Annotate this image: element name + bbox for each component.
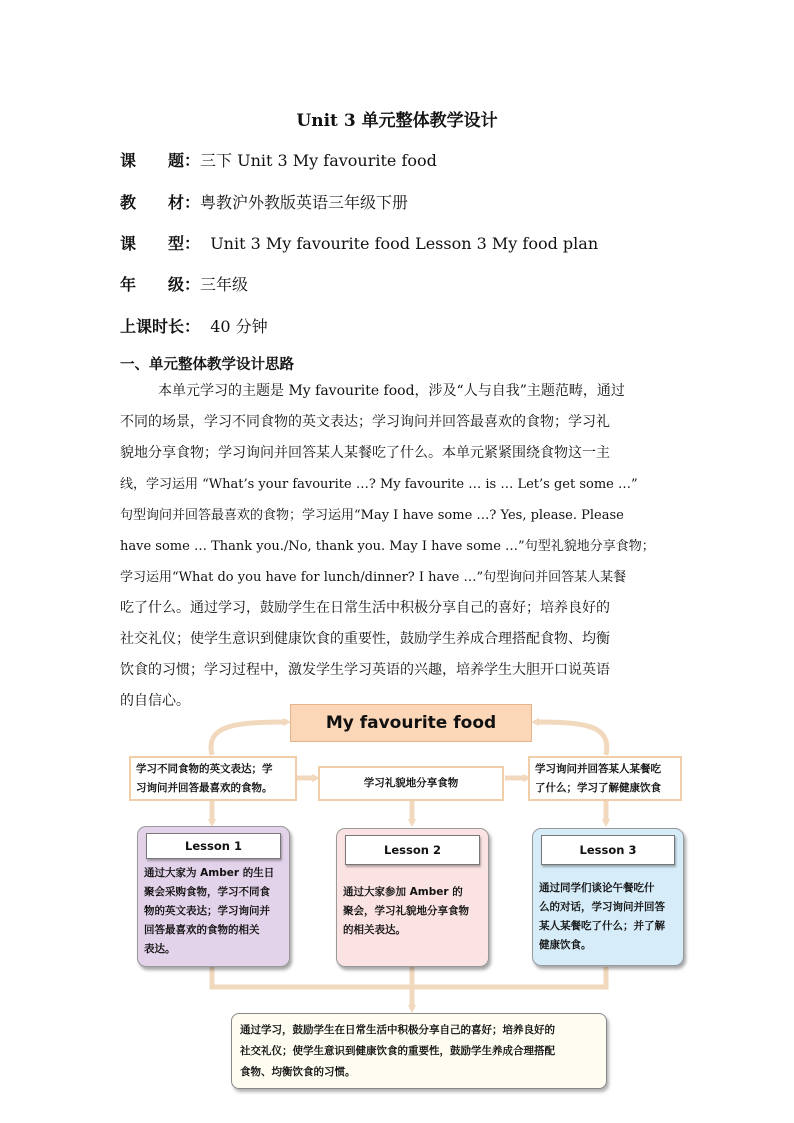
paragraph-line: 本单元学习的主题是 My favourite food，涉及“人与自我”主题范畴，通过 [158, 383, 625, 399]
meta-row-grade [120, 272, 248, 295]
goal-box-lesson3 [528, 756, 682, 801]
meta-value: 三下 Unit 3 My favourite food [200, 151, 437, 170]
lesson-line: 健康饮食。 [539, 939, 592, 951]
lesson-line: 的相关表达。 [343, 924, 406, 936]
meta-row-duration [120, 314, 268, 337]
diagram-title: My favourite food [290, 704, 532, 742]
summary-line: 通过学习，鼓励学生在日常生活中积极分享自己的喜好；培养良好的 [240, 1024, 555, 1036]
paragraph-line: 饮食的习惯；学习过程中，激发学生学习英语的兴趣，培养学生大胆开口说英语 [120, 662, 610, 678]
paragraph-line: 句型询问并回答最喜欢的食物；学习运用“May I have some …? Yes, please. Please [120, 508, 624, 523]
loop-arrow-left [211, 722, 287, 755]
design-paragraph [120, 376, 676, 717]
lesson-title: Lesson 3 [541, 835, 675, 865]
lesson-card-2 [336, 828, 489, 967]
goal-line: 学习不同食物的英文表达；学 [136, 763, 273, 775]
meta-row-textbook [120, 190, 408, 213]
paragraph-line: 社交礼仪；使学生意识到健康饮食的重要性，鼓励学生养成合理搭配食物、均衡 [120, 631, 610, 647]
summary-line: 食物、均衡饮食的习惯。 [240, 1066, 356, 1078]
paragraph-line: 吃了什么。通过学习，鼓励学生在日常生活中积极分享自己的喜好；培养良好的 [120, 600, 610, 616]
meta-key: 年 级： [120, 275, 201, 294]
lesson-line: 表达。 [144, 943, 176, 955]
lesson-line: 回答最喜欢的食物的相关 [144, 924, 260, 936]
lesson-line: 通过大家为 Amber 的生日 [144, 867, 275, 879]
goal-line: 学习询问并回答某人某餐吃 [535, 763, 661, 775]
document-title: Unit 3 单元整体教学设计 [296, 111, 498, 131]
lesson-description [144, 864, 285, 959]
meta-key: 上课时长： [120, 317, 201, 336]
paragraph-line: have some … Thank you./No, thank you. May I have some …”句型礼貌地分享食物； [120, 539, 655, 554]
summary-box [231, 1013, 607, 1089]
lesson-title: Lesson 1 [146, 833, 281, 859]
meta-key: 课 题： [120, 151, 201, 170]
lesson-description [539, 879, 679, 955]
meta-row-subject [120, 148, 437, 171]
paragraph-line: 的自信心。 [120, 693, 190, 709]
meta-key: 课 型： [120, 234, 201, 253]
goal-box-lesson1 [129, 756, 297, 801]
lesson-line: 某人某餐吃了什么；并了解 [539, 920, 665, 932]
paragraph-line: 貌地分享食物；学习询问并回答某人某餐吃了什么。本单元紧紧围绕食物这一主 [120, 445, 610, 461]
bracket-lessons [212, 967, 606, 987]
lesson-card-1 [137, 826, 290, 967]
goal-line: 习询问并回答最喜欢的食物。 [136, 782, 273, 794]
lesson-line: 通过大家参加 Amber 的 [343, 886, 463, 898]
summary-line: 社交礼仪；使学生意识到健康饮食的重要性，鼓励学生养成合理搭配 [240, 1045, 555, 1057]
meta-key: 教 材： [120, 193, 201, 212]
lesson-line: 物的英文表达；学习询问并 [144, 905, 270, 917]
goal-box-lesson2 [318, 766, 504, 801]
lesson-line: 通过同学们谈论午餐吃什 [539, 882, 655, 894]
meta-value: Unit 3 My favourite food Lesson 3 My food plan [200, 234, 599, 253]
section-heading: 一、单元整体教学设计思路 [120, 356, 294, 373]
loop-arrow-right [535, 722, 607, 755]
lesson-card-3 [532, 828, 684, 966]
meta-value: 粤教沪外教版英语三年级下册 [200, 193, 409, 212]
lesson-description [343, 883, 484, 940]
paragraph-line: 不同的场景，学习不同食物的英文表达；学习询问并回答最喜欢的食物；学习礼 [120, 414, 610, 430]
lesson-line: 么的对话，学习询问并回答 [539, 901, 665, 913]
meta-value: 40 分钟 [200, 317, 268, 336]
goal-line: 了什么；学习了解健康饮食 [535, 782, 661, 794]
paragraph-line: 线，学习运用 “What’s your favourite …? My favourite … is … Let’s get some …” [120, 477, 638, 492]
meta-value: 三年级 [200, 275, 249, 294]
lesson-line: 聚会，学习礼貌地分享食物 [343, 905, 469, 917]
paragraph-line: 学习运用“What do you have for lunch/dinner? I have …”句型询问并回答某人某餐 [120, 570, 627, 585]
goal-line: 学习礼貌地分享食物 [363, 777, 459, 789]
meta-row-lesson-type [120, 231, 598, 254]
lesson-title: Lesson 2 [345, 835, 480, 865]
lesson-line: 聚会采购食物，学习不同食 [144, 886, 270, 898]
